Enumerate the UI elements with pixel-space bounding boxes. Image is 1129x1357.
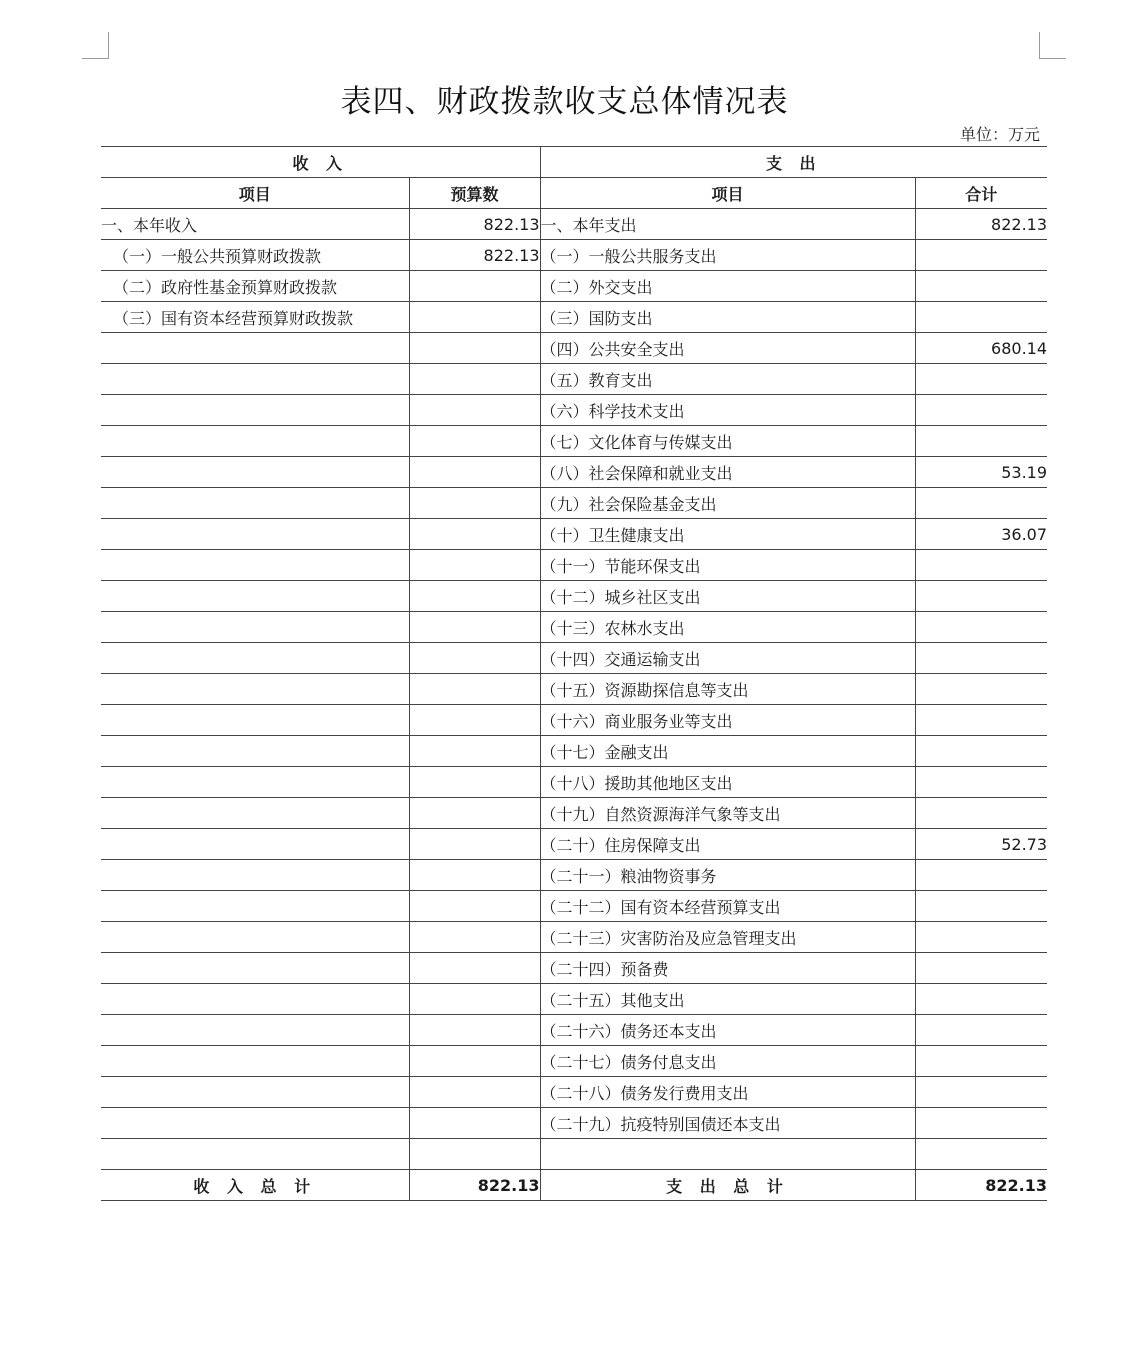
table-row [101, 1046, 1047, 1077]
income-budget-value [409, 581, 540, 612]
expense-total-value [915, 271, 1047, 302]
table-row [101, 984, 1047, 1015]
table-row [101, 922, 1047, 953]
income-budget-value [409, 984, 540, 1015]
budget-table [101, 146, 1047, 1201]
expense-total-value [915, 550, 1047, 581]
expense-total-value [915, 767, 1047, 798]
table-row [101, 209, 1047, 240]
income-item-column-header: 项目 [101, 178, 409, 209]
expense-section-header: 支 出 [540, 147, 1047, 178]
table-row [101, 581, 1047, 612]
expense-item-label: （二十五）其他支出 [540, 984, 915, 1015]
income-item-label [101, 705, 409, 736]
table-row [101, 488, 1047, 519]
expense-total-value [915, 736, 1047, 767]
expense-total-value [915, 240, 1047, 271]
income-budget-value [409, 550, 540, 581]
income-budget-value [409, 457, 540, 488]
income-budget-value [409, 643, 540, 674]
income-item-label [101, 643, 409, 674]
expense-item-label: （二十一）粮油物资事务 [540, 860, 915, 891]
expense-total-value [915, 674, 1047, 705]
income-item-label [101, 1108, 409, 1139]
income-item-label [101, 829, 409, 860]
expense-item-label: （三）国防支出 [540, 302, 915, 333]
table-row [101, 612, 1047, 643]
expense-item-label [540, 1139, 915, 1170]
income-budget-value [409, 767, 540, 798]
income-budget-value [409, 426, 540, 457]
income-budget-value [409, 736, 540, 767]
income-item-label [101, 488, 409, 519]
expense-item-label: （十四）交通运输支出 [540, 643, 915, 674]
expense-total-value [915, 705, 1047, 736]
expense-total-value [915, 798, 1047, 829]
income-item-label [101, 1046, 409, 1077]
expense-item-label: （十七）金融支出 [540, 736, 915, 767]
income-budget-value [409, 798, 540, 829]
table-row [101, 643, 1047, 674]
expense-total-value [915, 1015, 1047, 1046]
income-budget-value [409, 333, 540, 364]
expense-item-label: （二十三）灾害防治及应急管理支出 [540, 922, 915, 953]
expense-item-label: （二十二）国有资本经营预算支出 [540, 891, 915, 922]
crop-mark-top-left [82, 32, 109, 59]
expense-item-label: （二十）住房保障支出 [540, 829, 915, 860]
expense-total-label: 支 出 总 计 [540, 1170, 915, 1201]
expense-total-value [915, 488, 1047, 519]
income-budget-value [409, 1046, 540, 1077]
income-budget-value [409, 395, 540, 426]
income-item-label [101, 736, 409, 767]
page-title: 表四、财政拨款收支总体情况表 [340, 84, 789, 120]
income-budget-value [409, 829, 540, 860]
table-row [101, 333, 1047, 364]
table-row [101, 519, 1047, 550]
income-section-header: 收 入 [101, 147, 540, 178]
expense-total-value [915, 643, 1047, 674]
expense-total-value [915, 1077, 1047, 1108]
table-row [101, 426, 1047, 457]
expense-total-value [915, 860, 1047, 891]
table-row [101, 364, 1047, 395]
table-row [101, 302, 1047, 333]
income-item-label [101, 457, 409, 488]
expense-total-value: 53.19 [915, 457, 1047, 488]
budget-table-body [101, 147, 1047, 1201]
income-item-label [101, 674, 409, 705]
income-budget-value [409, 891, 540, 922]
income-budget-value [409, 922, 540, 953]
income-item-label [101, 364, 409, 395]
expense-item-label: （二十六）债务还本支出 [540, 1015, 915, 1046]
income-budget-value [409, 1108, 540, 1139]
income-item-label [101, 984, 409, 1015]
income-item-label [101, 1139, 409, 1170]
table-row [101, 891, 1047, 922]
income-item-label: （二）政府性基金预算财政拨款 [101, 271, 409, 302]
table-row [101, 798, 1047, 829]
column-header-row [101, 178, 1047, 209]
expense-item-label: （十八）援助其他地区支出 [540, 767, 915, 798]
expense-total-value [915, 364, 1047, 395]
income-budget-value [409, 612, 540, 643]
expense-total-value: 680.14 [915, 333, 1047, 364]
table-row [101, 1015, 1047, 1046]
expense-item-label: （五）教育支出 [540, 364, 915, 395]
expense-total-value [915, 612, 1047, 643]
expense-item-label: （二十四）预备费 [540, 953, 915, 984]
income-item-label: 一、本年收入 [101, 209, 409, 240]
income-item-label [101, 767, 409, 798]
expense-total-value [915, 953, 1047, 984]
expense-item-label: 一、本年支出 [540, 209, 915, 240]
expense-item-label: （八）社会保障和就业支出 [540, 457, 915, 488]
table-row [101, 953, 1047, 984]
income-budget-value [409, 953, 540, 984]
income-item-label [101, 395, 409, 426]
expense-item-label: （六）科学技术支出 [540, 395, 915, 426]
income-budget-value [409, 1139, 540, 1170]
income-item-label [101, 891, 409, 922]
income-budget-value [409, 674, 540, 705]
income-item-label [101, 581, 409, 612]
total-row [101, 1170, 1047, 1201]
expense-item-label: （十二）城乡社区支出 [540, 581, 915, 612]
table-row [101, 550, 1047, 581]
section-header-row [101, 147, 1047, 178]
income-budget-value [409, 705, 540, 736]
expense-total-value [915, 1139, 1047, 1170]
income-item-label: （三）国有资本经营预算财政拨款 [101, 302, 409, 333]
income-item-label [101, 426, 409, 457]
expense-item-label: （七）文化体育与传媒支出 [540, 426, 915, 457]
expense-total-value [915, 581, 1047, 612]
income-total-label: 收 入 总 计 [101, 1170, 409, 1201]
expense-total-value: 822.13 [915, 209, 1047, 240]
expense-total-value [915, 1108, 1047, 1139]
income-item-label [101, 1077, 409, 1108]
total-column-header: 合计 [915, 178, 1047, 209]
expense-total-value [915, 984, 1047, 1015]
table-row [101, 271, 1047, 302]
income-budget-value: 822.13 [409, 240, 540, 271]
table-row [101, 860, 1047, 891]
table-row [101, 457, 1047, 488]
expense-item-label: （二十九）抗疫特别国债还本支出 [540, 1108, 915, 1139]
table-row [101, 736, 1047, 767]
table-row [101, 1108, 1047, 1139]
income-item-label [101, 798, 409, 829]
expense-item-label: （十一）节能环保支出 [540, 550, 915, 581]
income-item-label [101, 860, 409, 891]
expense-grand-total-value: 822.13 [915, 1170, 1047, 1201]
table-row [101, 705, 1047, 736]
unit-label: 单位：万元 [959, 125, 1040, 144]
expense-item-label: （十六）商业服务业等支出 [540, 705, 915, 736]
expense-item-label: （十）卫生健康支出 [540, 519, 915, 550]
income-item-label [101, 922, 409, 953]
income-budget-value [409, 271, 540, 302]
expense-total-value [915, 891, 1047, 922]
table-row [101, 767, 1047, 798]
expense-item-label: （二十七）债务付息支出 [540, 1046, 915, 1077]
income-budget-value [409, 488, 540, 519]
table-row [101, 829, 1047, 860]
budget-column-header: 预算数 [409, 178, 540, 209]
income-item-label [101, 612, 409, 643]
income-budget-value [409, 1077, 540, 1108]
income-budget-value [409, 302, 540, 333]
expense-total-value [915, 395, 1047, 426]
expense-item-column-header: 项目 [540, 178, 915, 209]
crop-mark-top-right [1039, 32, 1066, 59]
table-row [101, 395, 1047, 426]
income-budget-value [409, 1015, 540, 1046]
income-item-label [101, 333, 409, 364]
table-row [101, 1077, 1047, 1108]
expense-total-value [915, 922, 1047, 953]
expense-item-label: （一）一般公共服务支出 [540, 240, 915, 271]
expense-total-value [915, 1046, 1047, 1077]
income-budget-value: 822.13 [409, 209, 540, 240]
expense-total-value [915, 302, 1047, 333]
income-budget-value [409, 364, 540, 395]
table-row [101, 240, 1047, 271]
expense-item-label: （十五）资源勘探信息等支出 [540, 674, 915, 705]
income-budget-value [409, 860, 540, 891]
expense-total-value: 36.07 [915, 519, 1047, 550]
income-item-label [101, 519, 409, 550]
expense-total-value [915, 426, 1047, 457]
expense-item-label: （二）外交支出 [540, 271, 915, 302]
income-budget-value [409, 519, 540, 550]
expense-item-label: （四）公共安全支出 [540, 333, 915, 364]
income-item-label: （一）一般公共预算财政拨款 [101, 240, 409, 271]
expense-item-label: （十九）自然资源海洋气象等支出 [540, 798, 915, 829]
expense-item-label: （二十八）债务发行费用支出 [540, 1077, 915, 1108]
expense-item-label: （十三）农林水支出 [540, 612, 915, 643]
table-row [101, 674, 1047, 705]
table-row [101, 1139, 1047, 1170]
income-item-label [101, 953, 409, 984]
income-item-label [101, 550, 409, 581]
expense-total-value: 52.73 [915, 829, 1047, 860]
income-total-value: 822.13 [409, 1170, 540, 1201]
expense-item-label: （九）社会保险基金支出 [540, 488, 915, 519]
income-item-label [101, 1015, 409, 1046]
